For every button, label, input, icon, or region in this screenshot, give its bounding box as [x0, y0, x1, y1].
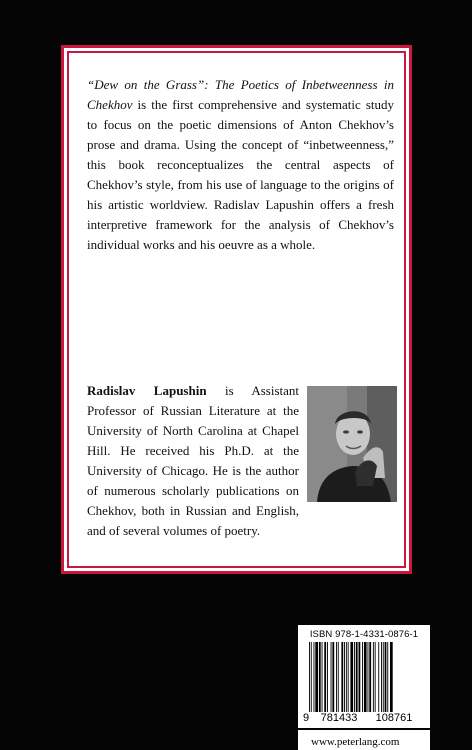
barcode-digits: [303, 710, 425, 724]
barcode-bar: [341, 642, 343, 712]
cover-text-panel: [67, 51, 406, 568]
book-title: “Dew on the Grass”: The Poetics of Inbetweenness in Chekhov: [87, 77, 394, 112]
barcode-bar: [331, 642, 332, 712]
barcode-bar: [362, 642, 363, 712]
author-bio-text: is Assistant Professor of Russian Literature at the University of North Carolina at Chapel Hill. He received his Ph.D. at the University of Chicago. He is the author of numerous scholarly publications on Chekhov, both in Russian and English, and of several volumes of poetry.: [87, 383, 300, 538]
barcode-bar: [387, 642, 388, 712]
barcode-bar: [336, 642, 337, 712]
barcode-bar: [315, 642, 318, 712]
author-name: Radislav Lapushin: [87, 383, 207, 398]
barcode-bar: [378, 642, 379, 712]
barcode-bar: [369, 642, 371, 712]
barcode-bar: [324, 642, 326, 712]
barcode-bar: [346, 642, 347, 712]
barcode-bar: [338, 642, 339, 712]
barcode-bar: [356, 642, 358, 712]
barcode-bar: [327, 642, 328, 712]
barcode-bar: [314, 642, 315, 712]
barcode-bar: [390, 642, 393, 712]
cover-frame-outer: [61, 45, 412, 574]
barcode-bar: [383, 642, 384, 712]
barcode-bar: [332, 642, 334, 712]
barcode-bar: [368, 642, 369, 712]
cover-frame-gap: [64, 48, 409, 571]
barcode-bar: [373, 642, 374, 712]
barcode-bar: [319, 642, 321, 712]
publisher-url: www.peterlang.com: [311, 736, 400, 748]
author-photo: [307, 386, 397, 502]
isbn-label: ISBN 978-1-4331-0876-1: [309, 629, 419, 640]
barcode-digit-group-1: 781433: [314, 712, 364, 724]
barcode-bar: [364, 642, 367, 712]
barcode-bar: [385, 642, 387, 712]
author-bio: [87, 381, 299, 541]
barcode-bar: [354, 642, 355, 712]
barcode-bar: [359, 642, 361, 712]
book-description-text: is the first comprehensive and systematic study to focus on the poetic dimensions of Anton Chekhov’s prose and drama. Using the concept of “inbetweenness,” this book reconceptualizes the central aspects of Chekhov’s style, from his use of language to the origins of his artistic worldview. Radislav Lapushin offers a fresh interpretive framework for the analysis of Chekhov’s individual works and his oeuvre as a whole.: [87, 97, 394, 252]
barcode-panel: [298, 625, 430, 728]
barcode-bar: [344, 642, 345, 712]
barcode-digit-lead: 9: [303, 712, 312, 724]
author-portrait-image: [307, 386, 397, 502]
barcode-bar: [381, 642, 382, 712]
barcode-bar: [375, 642, 376, 712]
barcode-digit-group-2: 108761: [369, 712, 419, 724]
book-description: [87, 75, 394, 255]
barcode-bar: [322, 642, 323, 712]
